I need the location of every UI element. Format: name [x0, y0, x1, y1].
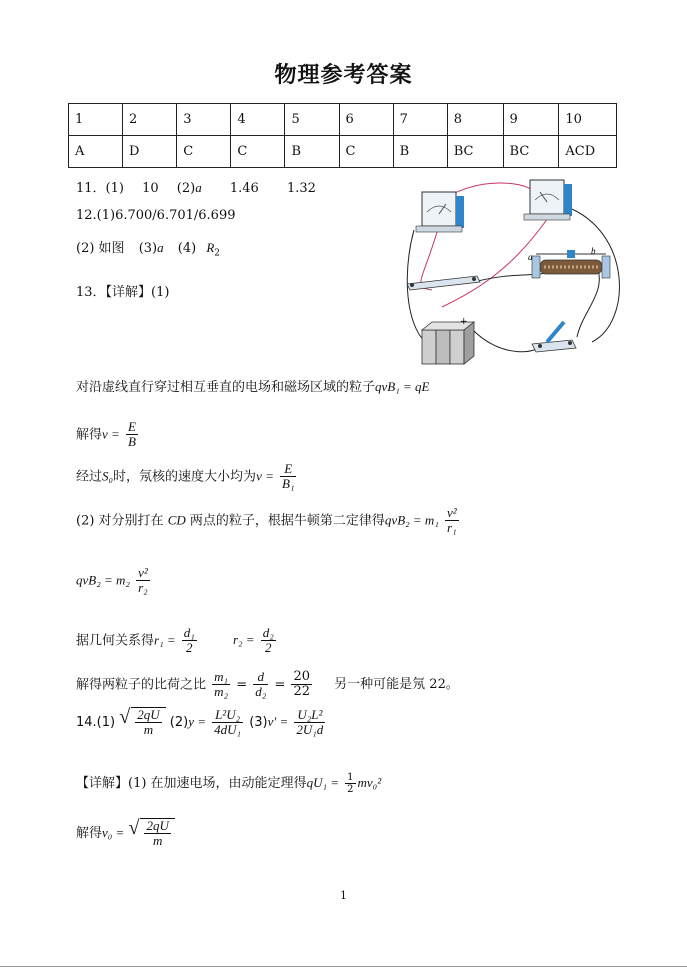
q14-y: y = — [188, 713, 206, 729]
q11-value-2: 1.46 — [229, 181, 259, 196]
q13-numerator-e: E — [127, 419, 136, 434]
q13-numerator-e: E — [280, 462, 296, 477]
question-number: 5 — [285, 104, 339, 136]
q13-numerator-v2: v² — [138, 565, 148, 580]
q13-eq-5: qvB₂ = m₂ — [76, 572, 130, 588]
q14-numerator-1: 1 — [347, 772, 354, 783]
answer-choice: C — [339, 136, 393, 168]
q13-geometry — [76, 626, 278, 656]
q14-v0: v₀ = — [102, 824, 125, 840]
q13-numerator-d1: d₁ — [183, 625, 195, 640]
answer-choice: B — [285, 136, 339, 168]
q13-line-4-b: 两点的粒子，根据牛顿第二定律得 — [189, 513, 385, 529]
q14-denominator-2: 4dU₁ — [214, 721, 242, 737]
answer-choice: ACD — [559, 136, 617, 168]
q14-mv: mv₀² — [357, 775, 382, 790]
q14-denominator-3: 2U₁d — [296, 721, 324, 737]
q13-fraction-m1-over-m2 — [212, 670, 230, 700]
q13-ratio — [76, 670, 459, 700]
answer-choice: A — [69, 136, 123, 168]
q13-line-4 — [76, 506, 461, 536]
q13-numerator-d2: d₂ — [262, 625, 274, 640]
answer-choice: BC — [503, 136, 559, 168]
circuit-diagram — [392, 172, 632, 372]
q12-line-1: 12.(1)6.700/6.701/6.699 — [76, 208, 236, 223]
q14-part-2: (2) — [169, 714, 189, 730]
q14-sqrt-v0 — [128, 818, 174, 849]
q12-line-2 — [76, 237, 220, 259]
q13-eq-1: qvB₁ = qE — [375, 379, 430, 394]
q13-denominator-2: 2 — [264, 640, 272, 656]
diagram-label-b: b — [591, 246, 596, 256]
q13-denominator-b: B — [127, 434, 136, 450]
voltmeter-icon — [416, 192, 464, 232]
ammeter-icon — [524, 180, 572, 220]
q13-denominator-m2: m₂ — [214, 684, 229, 700]
q14-eq: qU₁ = — [306, 775, 339, 790]
q13-fraction-v2-over-r1 — [445, 506, 459, 536]
question-number: 7 — [393, 104, 447, 136]
answer-choice: B — [393, 136, 447, 168]
q14-numerator-2: L²U₂ — [212, 708, 243, 723]
q13-fraction-e-over-b — [126, 420, 138, 450]
q14-denominator-m: m — [143, 722, 154, 738]
q12-letter-a: a — [157, 240, 164, 255]
sqrt-icon: √ — [128, 817, 140, 839]
q12-resistor-r: R — [206, 240, 215, 255]
q13-equals: = — [274, 677, 286, 693]
q13-r2-eq: r₂ = — [232, 632, 255, 648]
q11-letter-a: a — [195, 180, 202, 195]
q11-value-3: 1.32 — [286, 181, 316, 196]
q13-geometry-text: 据几何关系得 — [76, 633, 155, 649]
q13-solve-prefix: 解得 — [76, 427, 103, 443]
q13-line-3 — [76, 462, 298, 492]
switch-icon — [532, 322, 576, 352]
q13-numerator-v2: v² — [446, 505, 457, 520]
question-number: 9 — [503, 104, 559, 136]
q14-denominator-2: 2 — [347, 784, 354, 795]
q13-line-1-text: 对沿虚线直行穿过相互垂直的电场和磁场区域的粒子 — [76, 380, 376, 395]
q13-solve-v — [76, 420, 140, 450]
q13-v: v = — [102, 426, 120, 442]
q14-sqrt-expression — [119, 707, 165, 738]
question-number: 4 — [231, 104, 285, 136]
q13-r1-eq: r₁ = — [154, 632, 176, 648]
q12-part-2: (2) 如图 — [76, 241, 125, 256]
q13-fraction-e-over-b1 — [280, 462, 296, 492]
wire — [447, 183, 532, 197]
q14-label: 14.(1) — [76, 714, 116, 730]
q13-fraction-v2-over-r2 — [136, 566, 150, 596]
page-number: 1 — [340, 889, 347, 902]
q14-fraction-y — [212, 708, 243, 738]
q14-numerator-2qu: 2qU — [146, 818, 169, 833]
q13-denominator-2: 2 — [186, 640, 193, 656]
q13-line-4-text: (2) 对分别打在 — [76, 513, 164, 529]
question-number: 8 — [447, 104, 503, 136]
q13-fraction-d2-over-2 — [261, 626, 276, 656]
rheostat-icon — [532, 250, 610, 278]
q13-eq-4: qvB₂ = m₁ — [384, 512, 439, 528]
q12-part-4: (4) — [177, 241, 197, 256]
q14-numerator-3: U₂L² — [294, 708, 325, 723]
q13-line-5 — [76, 566, 152, 596]
q13-equals: = — [236, 677, 248, 693]
q13-denominator-r1: r₁ — [447, 520, 457, 536]
q13-ratio-prefix: 解得两粒子的比荷之比 — [76, 677, 207, 693]
wire — [470, 327, 542, 352]
q13-numerator-d: d — [253, 670, 268, 685]
answer-table-choice-row — [69, 136, 617, 168]
q14-fraction-2qu-over-m — [135, 708, 161, 738]
answer-choice: C — [231, 136, 285, 168]
q14-v-prime: v′ = — [267, 713, 289, 729]
q14-solve-prefix: 解得 — [76, 825, 103, 841]
q11-answer — [76, 177, 316, 196]
q12-resistor-sub: 2 — [214, 248, 221, 259]
q13-s0: S₀ — [102, 468, 114, 484]
answer-choice: C — [177, 136, 231, 168]
q13-line-1 — [76, 376, 429, 395]
q11-value-1: 10 — [142, 181, 159, 196]
q13-v-eq: v = — [256, 468, 274, 484]
q14-answers — [76, 707, 327, 738]
diagram-label-a: a — [528, 252, 533, 262]
answer-table-number-row — [69, 104, 617, 136]
question-number: 10 — [559, 104, 617, 136]
question-number: 2 — [123, 104, 177, 136]
question-number: 1 — [69, 104, 123, 136]
page-title: 物理参考答案 — [274, 63, 413, 88]
question-number: 6 — [339, 104, 393, 136]
q14-detail — [76, 772, 381, 795]
q13-other-possibility: 另一种可能是氖 22。 — [334, 677, 459, 693]
resistance-wire-board-icon — [407, 276, 480, 290]
q13-denominator-22: 22 — [293, 684, 311, 700]
wire — [577, 267, 599, 337]
q14-fraction-half — [345, 772, 355, 795]
q13-cd: CD — [167, 512, 186, 528]
battery-icon — [422, 322, 474, 364]
battery-plus-sign: + — [460, 317, 468, 327]
q14-numerator-2qu: 2qU — [137, 707, 160, 722]
q13-fraction-d1-over-2 — [182, 626, 197, 656]
q14-denominator-m: m — [152, 833, 163, 849]
q14-fraction-2qu-over-m — [144, 819, 170, 849]
q14-part-3: (3) — [249, 714, 268, 730]
answer-choice: BC — [447, 136, 503, 168]
q14-solve-v0 — [76, 818, 175, 849]
q13-header: 13．【详解】(1) — [76, 285, 170, 300]
q13-denominator-d2: d₂ — [255, 684, 267, 700]
q13-line-3-a: 经过 — [76, 469, 103, 485]
q13-fraction-d-over-d2 — [253, 670, 268, 700]
q11-part-2: (2) — [176, 181, 196, 196]
q11-label: 11．(1) — [76, 181, 124, 196]
sqrt-icon: √ — [119, 706, 131, 728]
q13-denominator-b1: B₁ — [282, 476, 295, 492]
q13-line-3-b: 时，氖核的速度大小均为 — [113, 469, 257, 485]
q13-fraction-20-over-22 — [291, 670, 312, 700]
question-number: 3 — [177, 104, 231, 136]
q13-numerator-m1: m₁ — [214, 669, 229, 684]
q12-part-3: (3) — [138, 241, 158, 256]
q14-fraction-v-prime — [294, 708, 325, 738]
q14-detail-text: 【详解】(1) 在加速电场，由动能定理得 — [76, 776, 307, 791]
page-bottom-border — [0, 966, 687, 967]
answer-table — [68, 103, 617, 168]
wire — [567, 207, 619, 342]
answer-choice: D — [123, 136, 177, 168]
q13-denominator-r2: r₂ — [138, 580, 148, 596]
q13-numerator-20: 20 — [293, 669, 311, 684]
